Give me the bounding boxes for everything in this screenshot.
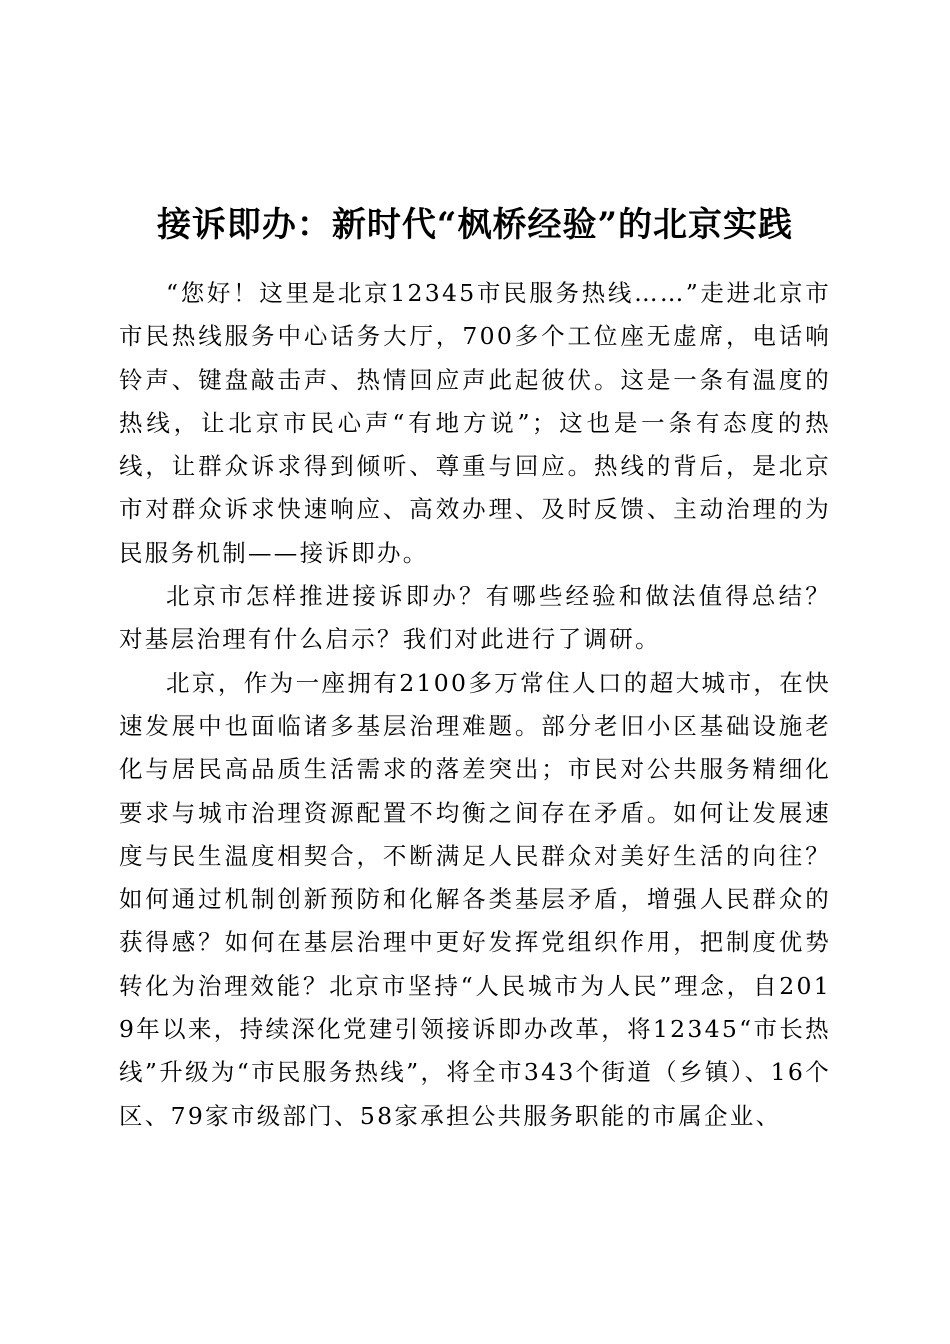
paragraph: 北京，作为一座拥有2100多万常住人口的超大城市，在快速发展中也面临诸多基层治理难题。部分老旧小区基础设施老化与居民高品质生活需求的落差突出；市民对公共服务精细化要求与城市治理资源配置不均衡之间存在矛盾。如何让发展速度与民生温度相契合，不断满足人民群众对美好生活的向往？如何通过机制创新预防和化解各类基层矛盾，增强人民群众的获得感？如何在基层治理中更好发挥党组织作用，把制度优势转化为治理效能？北京市坚持“人民城市为人民”理念，自2019年以来，持续深化党建引领接诉即办改革，将12345“市长热线”升级为“市民服务热线”，将全市343个街道（乡镇）、16个区、79家市级部门、58家承担公共服务职能的市属企业、 [119,668,831,1130]
document-title: 接诉即办：新时代“枫桥经验”的北京实践 [156,204,794,245]
paragraph: 北京市怎样推进接诉即办？有哪些经验和做法值得总结？对基层治理有什么启示？我们对此进行了调研。 [119,582,831,654]
document-body [119,272,831,1138]
paragraph: “您好！这里是北京12345市民服务热线……”走进北京市市民热线服务中心话务大厅，700多个工位座无虚席，电话响铃声、键盘敲击声、热情回应声此起彼伏。这是一条有温度的热线，让北京市民心声“有地方说”；这也是一条有态度的热线，让群众诉求得到倾听、尊重与回应。热线的背后，是北京市对群众诉求快速响应、高效办理、及时反馈、主动治理的为民服务机制——接诉即办。 [119,279,831,567]
